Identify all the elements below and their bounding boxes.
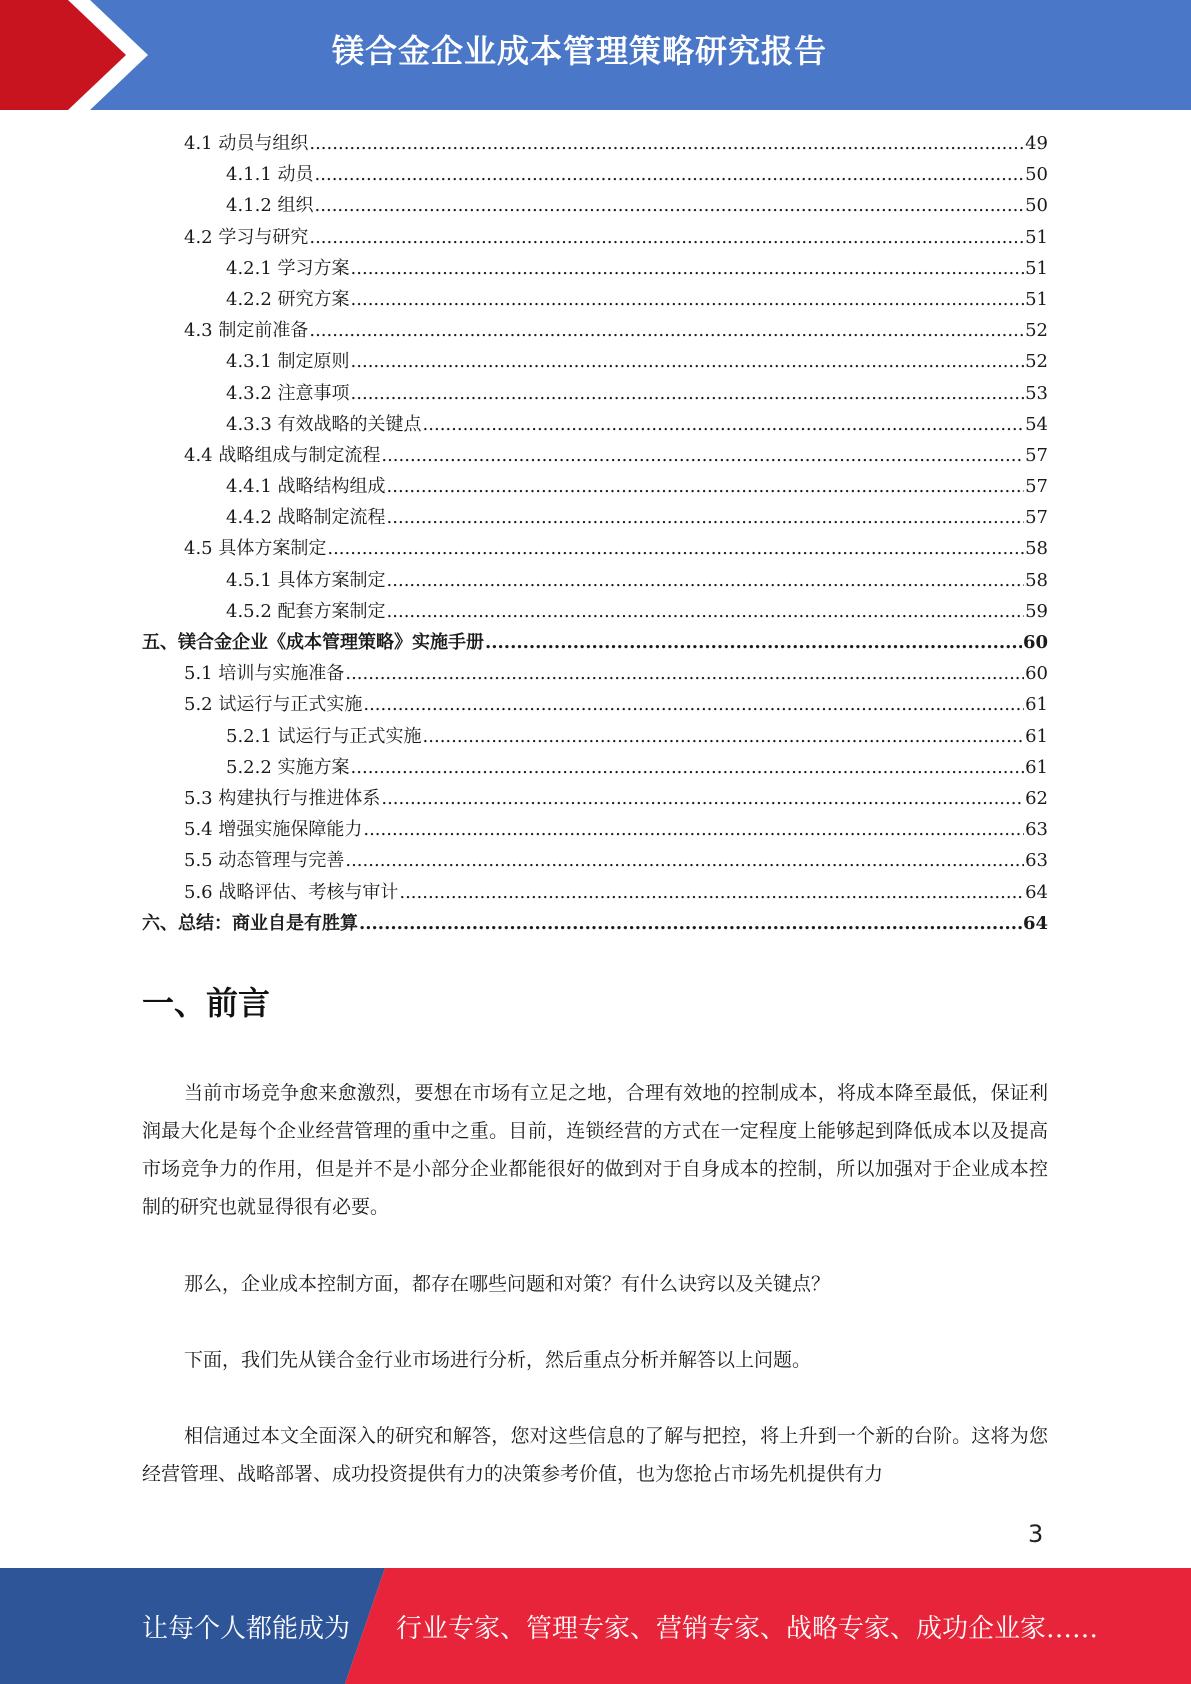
toc-entry[interactable] (142, 689, 1048, 720)
intro-paragraph-1: 当前市场竞争愈来愈激烈，要想在市场有立足之地，合理有效地的控制成本，将成本降至最低，保证利润最大化是每个企业经营管理的重中之重。目前，连锁经营的方式在一定程度上能够起到降低成本以及提高市场竞争力的作用，但是并不是小部分企业都能很好的做到对于自身成本的控制，所以加强对于企业成本控制的研究也就显得很有必要。 (142, 1082, 1048, 1218)
toc-entry-page: 54 (1025, 413, 1048, 435)
toc-dot-leader (485, 627, 1022, 658)
toc-entry[interactable] (142, 284, 1048, 315)
toc-entry[interactable] (142, 845, 1048, 876)
page-header (0, 0, 1191, 110)
toc-entry-label: 4.4.1 战略结构组成 (226, 476, 386, 498)
toc-dot-leader (387, 471, 1025, 502)
toc-dot-leader (309, 128, 1024, 159)
table-of-contents (142, 128, 1048, 939)
toc-entry[interactable] (142, 128, 1048, 159)
toc-entry-label: 5.1 培训与实施准备 (184, 663, 345, 685)
toc-entry[interactable] (142, 721, 1048, 752)
intro-paragraph-4: 相信通过本文全面深入的研究和解答，您对这些信息的了解与把控，将上升到一个新的台阶。这将为您经营管理、战略部署、成功投资提供有力的决策参考价值，也为您抢占市场先机提供有力 (142, 1425, 1048, 1485)
toc-dot-leader (351, 752, 1025, 783)
toc-entry-label: 5.5 动态管理与完善 (184, 850, 345, 872)
report-title: 镁合金企业成本管理策略研究报告 (332, 32, 828, 70)
toc-entry-label: 4.1 动员与组织 (184, 133, 309, 154)
footer-slogan-right: 行业专家、管理专家、营销专家、战略专家、成功企业家…… (396, 1614, 1099, 1644)
toc-entry[interactable] (142, 752, 1048, 783)
toc-entry-page: 53 (1025, 382, 1048, 404)
toc-entry-label: 4.5 具体方案制定 (184, 538, 327, 560)
toc-dot-leader (387, 596, 1025, 627)
toc-entry-label: 5.2 试运行与正式实施 (184, 694, 363, 716)
toc-entry-label: 4.2 学习与研究 (184, 226, 309, 248)
toc-entry[interactable] (142, 159, 1048, 190)
toc-entry-page: 57 (1025, 507, 1048, 529)
toc-entry-page: 51 (1025, 257, 1048, 279)
toc-entry-label: 4.3.3 有效战略的关键点 (226, 413, 422, 435)
toc-entry-page: 64 (1022, 912, 1048, 934)
toc-entry[interactable] (142, 627, 1048, 658)
toc-entry-label: 4.2.2 研究方案 (226, 288, 350, 310)
toc-entry-page: 52 (1025, 351, 1048, 373)
toc-entry-page: 51 (1025, 226, 1048, 248)
toc-dot-leader (387, 502, 1025, 533)
toc-dot-leader (351, 378, 1025, 409)
toc-entry-label: 5.2.2 实施方案 (226, 756, 350, 778)
toc-dot-leader (351, 284, 1025, 315)
footer-slogan-left: 让每个人都能成为 (142, 1614, 351, 1644)
toc-entry[interactable] (142, 440, 1048, 471)
toc-entry[interactable] (142, 346, 1048, 377)
toc-entry-label: 4.1.2 组织 (226, 195, 314, 217)
toc-entry-page: 59 (1025, 600, 1048, 622)
toc-entry-page: 51 (1025, 288, 1048, 310)
toc-entry[interactable] (142, 877, 1048, 908)
toc-entry[interactable] (142, 222, 1048, 253)
toc-dot-leader (359, 908, 1022, 939)
toc-entry-page: 58 (1025, 538, 1048, 560)
toc-entry-label: 4.3.2 注意事项 (226, 382, 350, 404)
toc-dot-leader (315, 159, 1025, 190)
toc-entry-label: 4.3 制定前准备 (184, 320, 309, 342)
toc-entry-label: 5.4 增强实施保障能力 (184, 819, 363, 841)
toc-entry[interactable] (142, 565, 1048, 596)
toc-entry-label: 4.3.1 制定原则 (226, 351, 350, 373)
toc-entry[interactable] (142, 471, 1048, 502)
toc-dot-leader (351, 346, 1025, 377)
toc-dot-leader (387, 565, 1025, 596)
toc-dot-leader (363, 689, 1024, 720)
toc-entry-page: 57 (1025, 444, 1048, 466)
toc-entry-page: 60 (1022, 632, 1048, 653)
toc-entry-page: 62 (1025, 787, 1048, 809)
page-footer (0, 1568, 1191, 1684)
toc-dot-leader (327, 533, 1024, 564)
toc-entry[interactable] (142, 378, 1048, 409)
toc-entry-label: 4.2.1 学习方案 (226, 257, 350, 279)
toc-entry-page: 61 (1025, 694, 1048, 716)
toc-entry[interactable] (142, 409, 1048, 440)
section-heading: 一、前言 (142, 984, 271, 1022)
toc-entry-page: 50 (1025, 164, 1048, 186)
intro-paragraph-2: 那么，企业成本控制方面，都存在哪些问题和对策？有什么诀窍以及关键点？ (184, 1273, 831, 1295)
toc-dot-leader (381, 440, 1024, 471)
toc-entry-page: 49 (1025, 133, 1048, 154)
toc-entry-page: 63 (1025, 819, 1048, 841)
toc-entry[interactable] (142, 315, 1048, 346)
toc-entry-page: 61 (1025, 725, 1048, 747)
toc-entry-page: 52 (1025, 320, 1048, 342)
toc-entry[interactable] (142, 533, 1048, 564)
toc-entry-label: 4.4 战略组成与制定流程 (184, 444, 381, 466)
page-number: 3 (1028, 1520, 1044, 1548)
toc-entry-label: 5.3 构建执行与推进体系 (184, 787, 381, 809)
toc-entry-label: 4.5.1 具体方案制定 (226, 569, 386, 591)
toc-entry-label: 5.6 战略评估、考核与审计 (184, 881, 399, 903)
toc-dot-leader (363, 814, 1024, 845)
toc-entry[interactable] (142, 502, 1048, 533)
toc-entry[interactable] (142, 908, 1048, 939)
toc-entry-label: 4.4.2 战略制定流程 (226, 507, 386, 529)
toc-dot-leader (423, 409, 1025, 440)
toc-entry-label: 4.5.2 配套方案制定 (226, 600, 386, 622)
toc-dot-leader (315, 190, 1025, 221)
toc-entry-page: 64 (1025, 881, 1048, 903)
toc-entry-page: 58 (1025, 569, 1048, 591)
toc-entry-page: 57 (1025, 476, 1048, 498)
toc-entry-page: 60 (1025, 663, 1048, 685)
toc-entry-page: 61 (1025, 756, 1048, 778)
toc-entry-label: 五、镁合金企业《成本管理策略》实施手册 (142, 632, 484, 653)
toc-entry-label: 4.1.1 动员 (226, 164, 314, 186)
toc-entry[interactable] (142, 658, 1048, 689)
toc-dot-leader (351, 253, 1025, 284)
toc-entry[interactable] (142, 783, 1048, 814)
toc-entry-label: 六、总结：商业自是有胜算 (142, 912, 358, 934)
toc-dot-leader (309, 315, 1024, 346)
toc-dot-leader (399, 877, 1024, 908)
toc-entry[interactable] (142, 253, 1048, 284)
intro-paragraph-3: 下面，我们先从镁合金行业市场进行分析，然后重点分析并解答以上问题。 (184, 1349, 812, 1371)
toc-entry[interactable] (142, 596, 1048, 627)
toc-dot-leader (345, 845, 1024, 876)
toc-entry-label: 5.2.1 试运行与正式实施 (226, 725, 422, 747)
toc-dot-leader (345, 658, 1024, 689)
toc-entry[interactable] (142, 190, 1048, 221)
toc-dot-leader (381, 783, 1024, 814)
toc-entry-page: 50 (1025, 195, 1048, 217)
toc-dot-leader (423, 721, 1025, 752)
toc-entry-page: 63 (1025, 850, 1048, 872)
toc-dot-leader (309, 222, 1024, 253)
toc-entry[interactable] (142, 814, 1048, 845)
